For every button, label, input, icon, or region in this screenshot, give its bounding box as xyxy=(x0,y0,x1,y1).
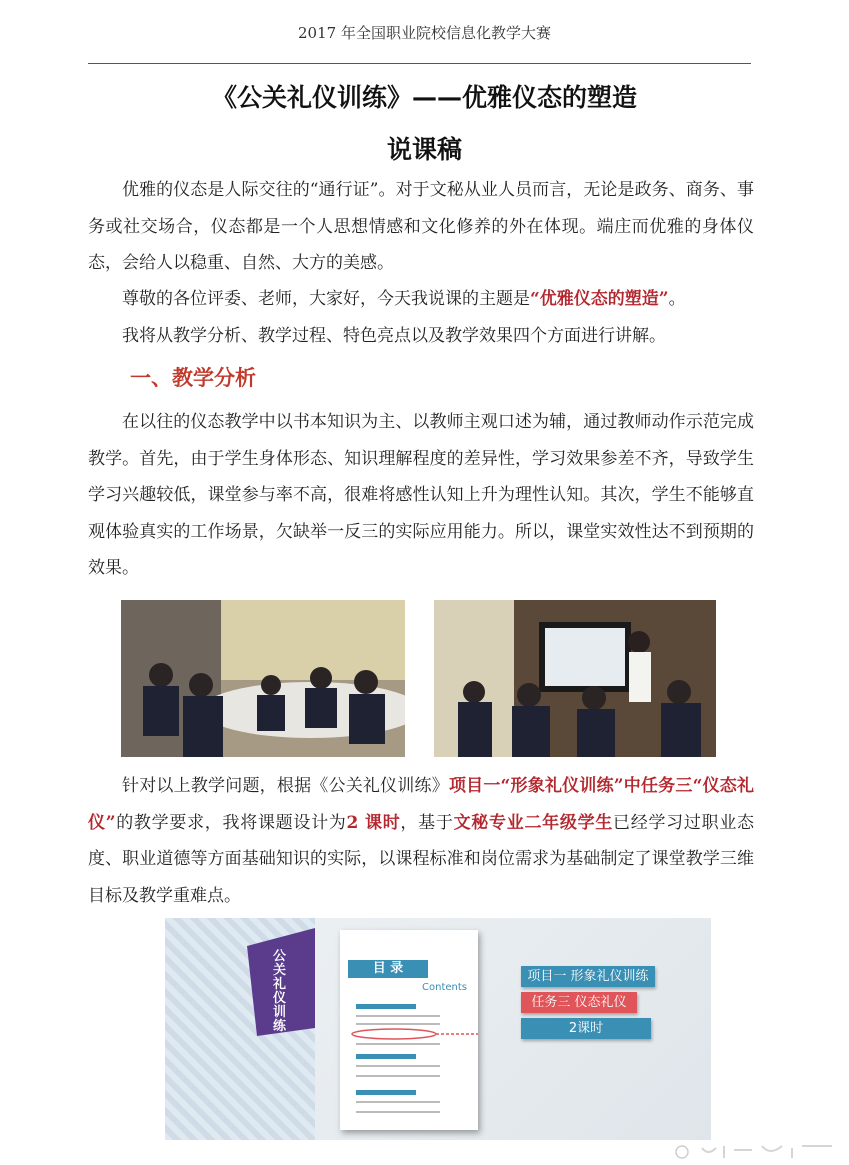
toc-subheading: Contents xyxy=(422,982,467,993)
header-divider xyxy=(88,63,751,64)
toc-heading: 目 录 xyxy=(348,960,428,978)
page-header: 2017 年全国职业院校信息化教学大赛 xyxy=(298,24,551,42)
tag-hours: 2课时 xyxy=(521,1018,651,1039)
watermark xyxy=(672,1140,842,1162)
intro-paragraph-2 xyxy=(88,281,754,318)
hours-highlight: 2 课时 xyxy=(346,812,401,833)
topic-highlight: “优雅仪态的塑造” xyxy=(530,289,669,309)
analysis-p2-text-a: 针对以上教学问题，根据《公关礼仪训练》 xyxy=(122,776,449,796)
task-highlight: 项目一“形象礼仪训练”中任务三“仪态礼仪” xyxy=(88,776,754,833)
classroom-photo-1-image xyxy=(121,600,405,757)
tag-task: 任务三 仪态礼仪 xyxy=(521,992,637,1013)
tag-project: 项目一 形象礼仪训练 xyxy=(521,966,655,987)
analysis-p2-text-e: ，基于 xyxy=(400,812,454,833)
table-of-contents xyxy=(340,930,478,1130)
textbook-figure xyxy=(165,918,711,1140)
intro-paragraph-1: 优雅的仪态是人际交往的“通行证”。对于文秘从业人员而言，无论是政务、商务、事务或社交场合，仪态都是一个人思想情感和文化修养的外在体现。端庄而优雅的身体仪态，会给人以稳重、自然、大方的美感。 xyxy=(88,180,754,273)
analysis-p2-text-c: 的教学要求，我将课题设计为 xyxy=(115,812,347,833)
classroom-photo-1 xyxy=(121,600,405,757)
classroom-photo-2-image xyxy=(434,600,716,757)
intro-p2-end: 。 xyxy=(668,289,686,309)
analysis-p2-text-g: 已经学习过职业态度、职业道德等方面基础知识的实际，以课程标准和岗位需求为基础制定了课堂教学三维目标及教学重难点。 xyxy=(88,812,755,906)
section-heading-analysis: 一、教学分析 xyxy=(130,366,256,390)
intro-p2-text: 尊敬的各位评委、老师，大家好，今天我说课的主题是 xyxy=(122,289,530,309)
intro-paragraph-3: 我将从教学分析、教学过程、特色亮点以及教学效果四个方面进行讲解。 xyxy=(122,326,666,346)
analysis-paragraph-2 xyxy=(88,768,754,914)
textbook-cover-title: 公关礼仪训练 xyxy=(273,949,287,1034)
analysis-paragraph-1: 在以往的仪态教学中以书本知识为主、以教师主观口述为辅，通过教师动作示范完成教学。首先，由于学生身体形态、知识理解程度的差异性，学习效果参差不齐，导致学生学习兴趣较低，课堂参与率不高，很难将感性认知上升为理性认知。其次，学生不能够直观体验真实的工作场景，欠缺举一反三的实际应用能力。所以，课堂实效性达不到预期的效果。 xyxy=(88,412,754,578)
document-title: 《公关礼仪训练》——优雅仪态的塑造 xyxy=(211,83,637,112)
classroom-photo-2 xyxy=(434,600,716,757)
document-subtitle: 说课稿 xyxy=(386,135,462,164)
textbook-cover xyxy=(165,918,315,1140)
toc-lines xyxy=(340,930,478,1130)
students-highlight: 文秘专业二年级学生 xyxy=(453,812,614,833)
